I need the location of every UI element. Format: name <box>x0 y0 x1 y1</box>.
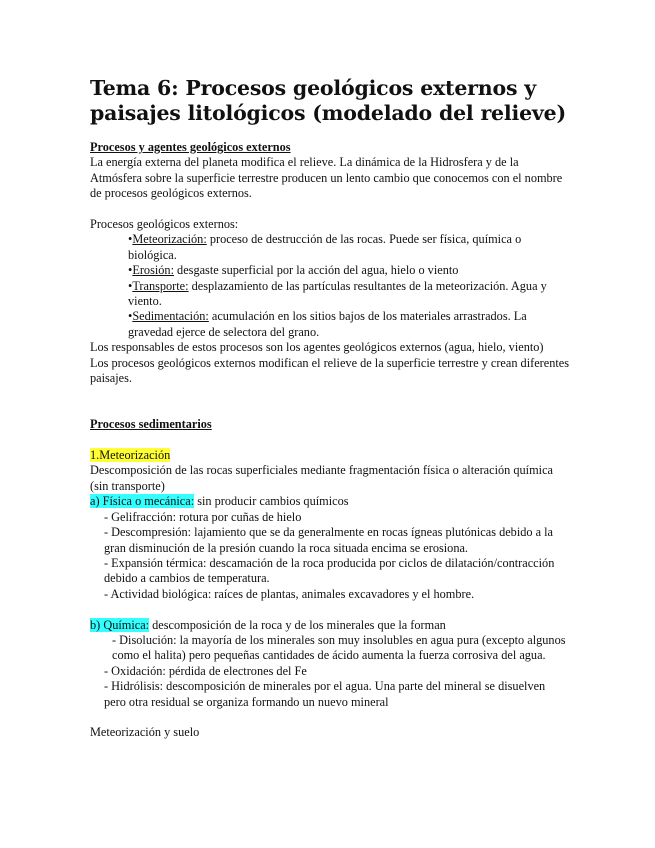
quimica-text: descomposición de la roca y de los minerales que la forman <box>149 617 446 632</box>
quimica-item: - Hidrólisis: descomposición de minerales por el agua. Una parte del mineral se disuelven pero otra residual se organiza formando un nuevo mineral <box>104 679 546 709</box>
list-item-text: desgaste superficial por la acción del agua, hielo o viento <box>173 263 459 278</box>
fisica-item: - Descompresión: lajamiento que se da generalmente en rocas ígneas plutónicas debido a la gran disminución de la presión cuando la roca situada encima se erosiona. <box>104 525 554 555</box>
spacer <box>90 202 570 217</box>
spacer <box>90 710 570 725</box>
list-intro: Procesos geológicos externos: <box>90 217 239 232</box>
bullet-icon: • <box>128 278 133 293</box>
fisica-text: sin producir cambios químicos <box>194 494 349 509</box>
meteorizacion-label-line <box>90 448 570 463</box>
paragraph-responsables: Los responsables de estos procesos son los agentes geológicos externos (agua, hielo, viento) <box>90 340 544 355</box>
document-page <box>90 76 570 741</box>
spacer <box>90 433 570 448</box>
section-procesos-sedimentarios <box>90 417 570 740</box>
meteorizacion-definition: Descomposición de las rocas superficiales mediante fragmentación física o alteración química (sin transporte) <box>90 463 554 493</box>
paragraph-intro: La energía externa del planeta modifica el relieve. La dinámica de la Hidrosfera y de la Atmósfera sobre la superficie terrestre producen un lento cambio que conocemos con el nombre de procesos geológicos externos. <box>90 155 563 201</box>
quimica-item: - Oxidación: pérdida de electrones del Fe <box>104 663 307 678</box>
quimica-item: - Disolución: la mayoría de los minerales son muy insolubles en agua pura (excepto algunos como el halita) pero pequeñas cantidades de ácido aumenta la fuerza corrosiva del agua. <box>112 632 566 663</box>
list-item-term: Transporte: <box>132 278 189 293</box>
process-list <box>128 232 570 340</box>
list-item-text: desplazamiento de las partículas resultantes de la meteorización. Agua y viento. <box>128 278 547 309</box>
section-heading: Procesos y agentes geológicos externos <box>90 140 291 154</box>
section-procesos-agentes <box>90 140 570 386</box>
bullet-icon: • <box>128 263 133 278</box>
paragraph-suelo: Meteorización y suelo <box>90 725 200 740</box>
list-item-text: acumulación en los sitios bajos de los materiales arrastrados. La gravedad ejerce de selectora del grano. <box>128 309 527 339</box>
paragraph-modifican: Los procesos geológicos externos modifican el relieve de la superficie terrestre y crean diferentes paisajes. <box>90 355 570 386</box>
fisica-line <box>90 494 570 509</box>
list-item-term: Sedimentación: <box>132 309 209 324</box>
bullet-icon: • <box>128 232 133 247</box>
bullet-icon: • <box>128 309 133 324</box>
fisica-item: - Gelifracción: rotura por cuñas de hielo <box>104 509 302 524</box>
section-heading: Procesos sedimentarios <box>90 417 212 432</box>
spacer <box>90 386 570 417</box>
page-title: Tema 6: Procesos geológicos externos y paisajes litológicos (modelado del relieve) <box>90 76 566 125</box>
list-item <box>128 232 570 263</box>
fisica-label: a) Física o mecánica: <box>90 494 195 509</box>
fisica-item: - Expansión térmica: descamación de la roca producida por ciclos de dilatación/contracción debido a cambios de temperatura. <box>104 555 555 586</box>
quimica-line <box>90 618 570 633</box>
list-item <box>128 309 570 340</box>
list-item-term: Erosión: <box>132 263 174 278</box>
list-item-term: Meteorización: <box>132 232 207 247</box>
list-item <box>128 279 570 310</box>
list-item <box>128 263 570 278</box>
fisica-item: - Actividad biológica: raíces de plantas, animales excavadores y el hombre. <box>104 586 475 601</box>
meteorizacion-label: 1.Meteorización <box>90 448 171 463</box>
quimica-label: b) Química: <box>90 617 150 632</box>
spacer <box>90 602 570 617</box>
list-item-text: proceso de destrucción de las rocas. Puede ser física, química o biológica. <box>128 232 522 262</box>
